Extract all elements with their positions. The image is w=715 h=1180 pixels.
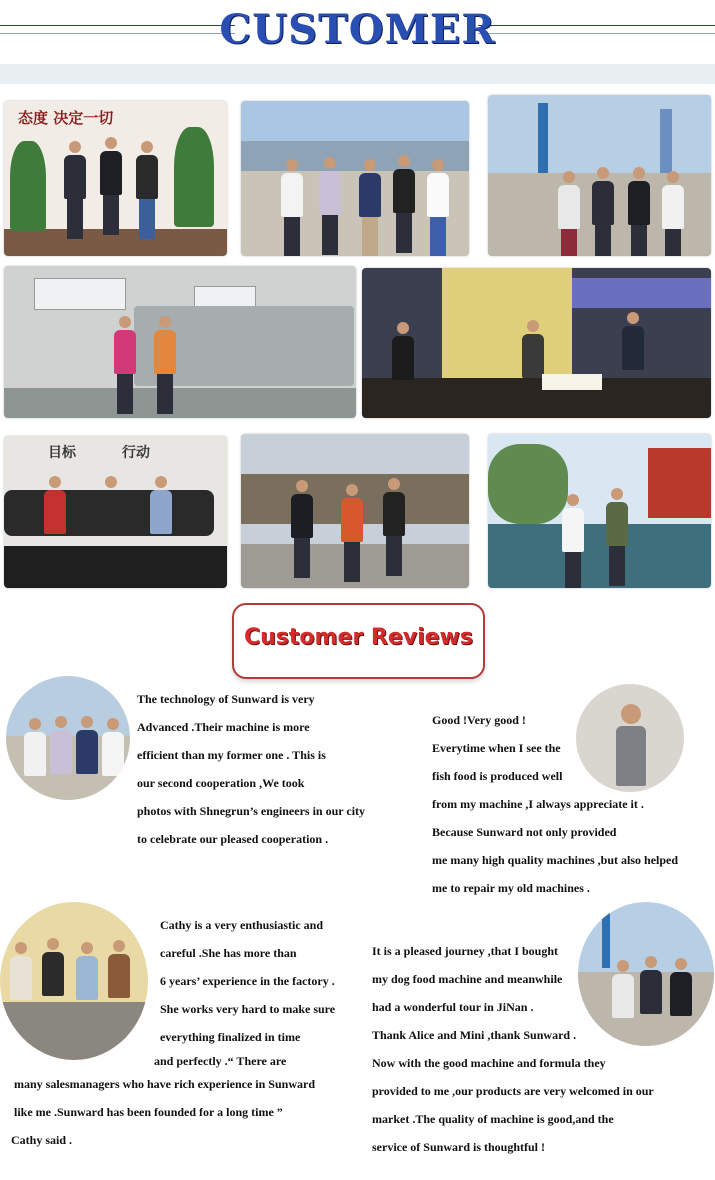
person — [522, 320, 544, 378]
person — [592, 167, 614, 256]
review-2-line: Good !Very good ! — [432, 713, 526, 727]
person — [662, 171, 684, 256]
lights — [572, 278, 711, 308]
customer-reviews-badge — [232, 603, 485, 679]
document — [542, 374, 602, 390]
review-avatar-4 — [578, 902, 714, 1046]
customer-reviews-title: Customer Reviews — [244, 625, 473, 650]
photo-floor — [4, 388, 356, 418]
person — [136, 141, 158, 239]
plant — [174, 127, 214, 227]
review-4-line: Now with the good machine and formula they — [372, 1056, 606, 1070]
review-4-line: Thank Alice and Mini ,thank Sunward . — [372, 1028, 577, 1042]
customer-photo-1 — [4, 101, 227, 256]
review-1-line: The technology of Sunward is very — [137, 692, 315, 706]
review-3-line: many salesmanagers who have rich experience in Sunward — [14, 1077, 315, 1091]
review-4-line: had a wonderful tour in JiNan . — [372, 1000, 534, 1014]
photo-water — [488, 524, 711, 588]
person — [558, 171, 580, 256]
review-3-line: like me .Sunward has been founded for a long time ” — [14, 1105, 283, 1119]
photo-trees — [488, 444, 568, 524]
review-3-line: She works very hard to make sure — [160, 1002, 336, 1016]
person — [319, 157, 341, 255]
person — [383, 478, 405, 576]
review-2-line: Because Sunward not only provided — [432, 825, 617, 839]
person — [100, 137, 122, 235]
table — [4, 546, 227, 588]
customer-photo-5 — [362, 268, 711, 418]
customer-photo-3 — [488, 95, 711, 256]
review-4-line: provided to me ,our products are very welcomed in our — [372, 1084, 654, 1098]
person — [291, 480, 313, 578]
person — [100, 476, 122, 534]
review-4-line: service of Sunward is thoughtful ! — [372, 1140, 546, 1154]
person — [393, 155, 415, 253]
review-2-line: fish food is produced well — [432, 769, 563, 783]
review-2-line: me many high quality machines ,but also helped — [432, 853, 679, 867]
person — [281, 159, 303, 256]
review-2-line: me to repair my old machines . — [432, 881, 590, 895]
review-3-line: 6 years’ experience in the factory . — [160, 974, 335, 988]
review-1-line: photos with Shnegrun’s engineers in our city — [137, 804, 366, 818]
person — [562, 494, 584, 588]
person — [154, 316, 176, 414]
person — [622, 312, 644, 370]
review-4-line: market .The quality of machine is good,and the — [372, 1112, 614, 1126]
photo-sign-b: 行动 — [122, 445, 150, 461]
person — [628, 167, 650, 256]
factory-window — [34, 278, 126, 310]
review-4-line: my dog food machine and meanwhile — [372, 972, 563, 986]
customer-photo-7 — [241, 434, 469, 588]
person — [44, 476, 66, 534]
review-avatar-1 — [6, 676, 130, 800]
photo-sign-a: 目标 — [48, 445, 76, 461]
review-2-line: Everytime when I see the — [432, 741, 561, 755]
tower — [660, 109, 672, 173]
review-3-line: and perfectly .“ There are — [154, 1054, 287, 1068]
person — [427, 159, 449, 256]
customer-photo-8 — [488, 434, 711, 588]
plant — [10, 141, 46, 231]
column — [442, 268, 572, 378]
customer-photo-2 — [241, 101, 469, 256]
customer-photo-4 — [4, 266, 356, 418]
person — [606, 488, 628, 586]
header-band — [0, 64, 715, 84]
person — [392, 322, 414, 380]
review-avatar-3 — [0, 902, 148, 1060]
person — [341, 484, 363, 582]
page-title: CUSTOMER — [219, 6, 496, 53]
review-avatar-2 — [576, 684, 684, 792]
review-1-line: to celebrate our pleased cooperation . — [137, 832, 329, 846]
customer-photo-6 — [4, 436, 227, 588]
review-1-line: Advanced .Their machine is more — [137, 720, 310, 734]
review-3-line: Cathy is a very enthusiastic and — [160, 918, 324, 932]
table — [362, 378, 711, 418]
review-1-line: our second cooperation ,We took — [137, 776, 305, 790]
review-3-line: careful .She has more than — [160, 946, 297, 960]
person — [64, 141, 86, 239]
photo-sign: 态度 决定一切 — [18, 109, 114, 127]
pavilion — [648, 448, 711, 518]
review-2-line: from my machine ,I always appreciate it . — [432, 797, 644, 811]
review-4-line: It is a pleased journey ,that I bought — [372, 944, 559, 958]
review-3-line: everything finalized in time — [160, 1030, 301, 1044]
person — [114, 316, 136, 414]
person — [359, 159, 381, 256]
sculpture — [538, 103, 548, 173]
person — [150, 476, 172, 534]
review-1-line: efficient than my former one . This is — [137, 748, 326, 762]
review-3-line: Cathy said . — [11, 1133, 73, 1147]
